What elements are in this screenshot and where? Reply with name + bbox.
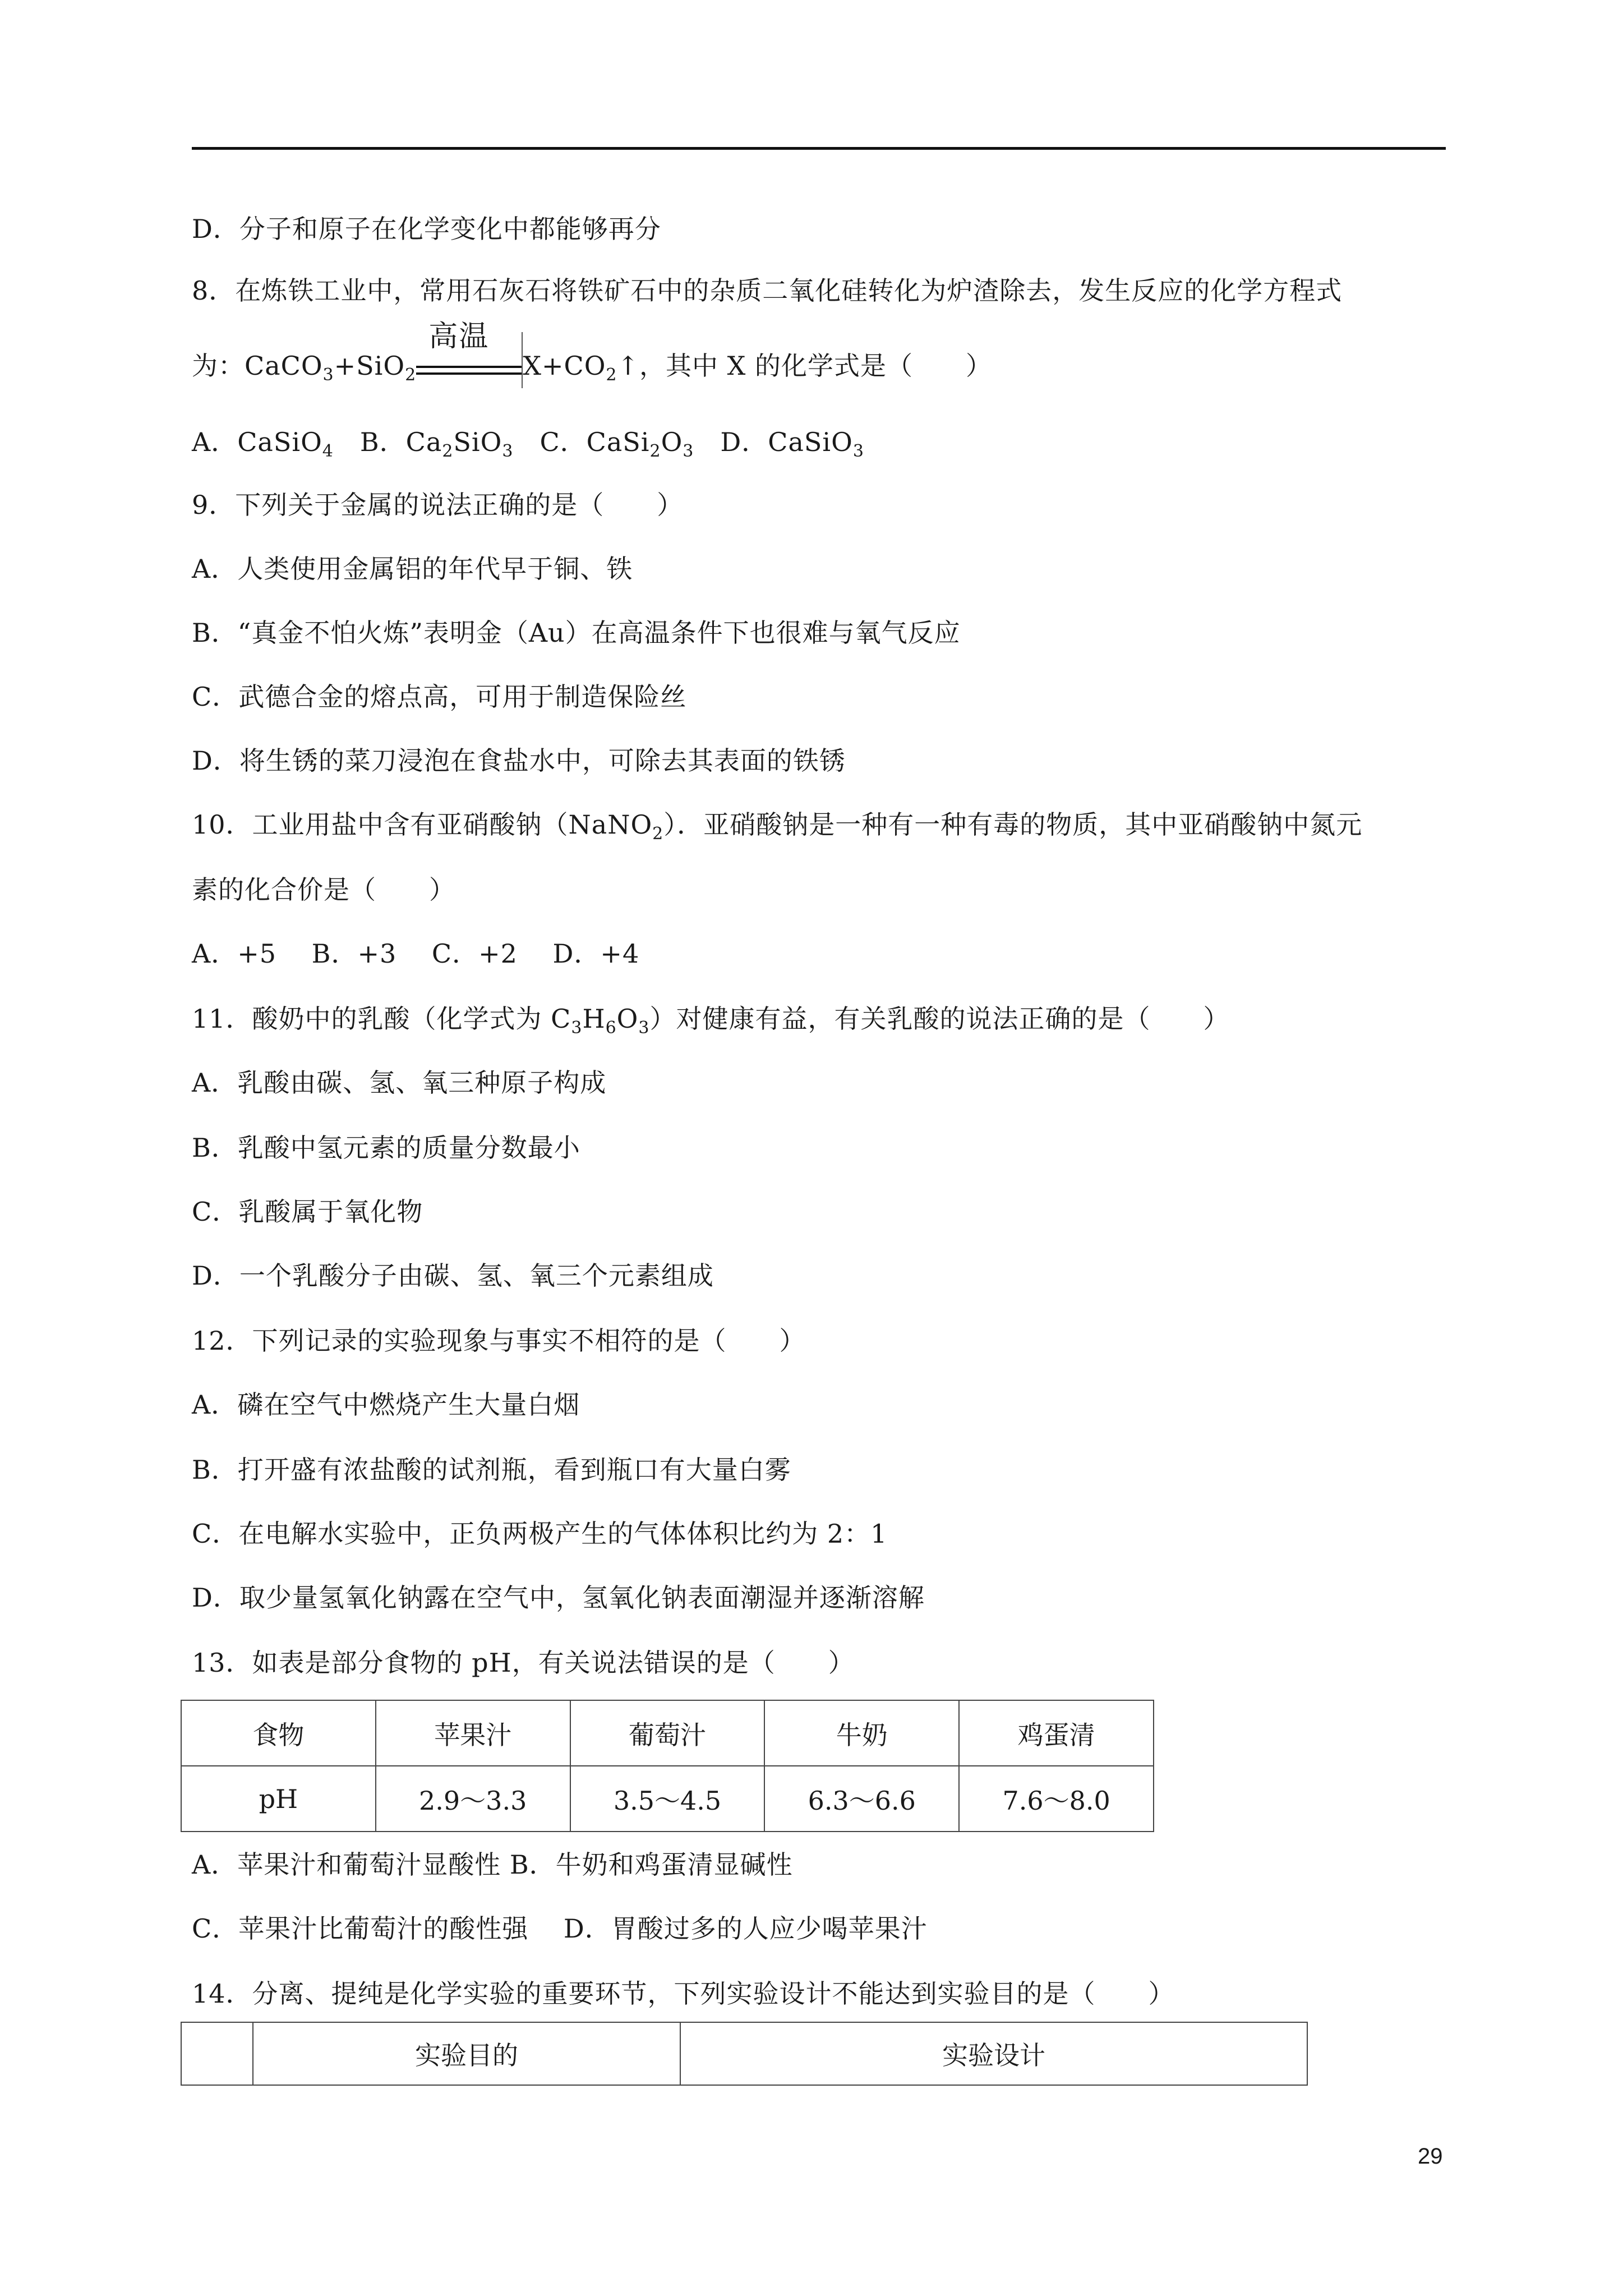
q8-options: A．CaSiO$_4$ B．$Ca_2SiO_3$ C．$CaSi_2O_3$ D．CaSiO$_3$ [192,427,864,461]
header-rule [192,147,1446,150]
table-cell: pH [181,1766,376,1832]
q11-option-d: D．一个乳酸分子由碳、氢、氧三个元素组成 [192,1260,714,1291]
q10-stem: 10．工业用盐中含有亚硝酸钠（NaNO$_2$）．亚硝酸钠是一种有一种有毒的物质，其中亚硝酸钠中氮元 [192,809,1363,844]
table-cell: 牛奶 [764,1700,959,1766]
table-row [181,1700,1154,1766]
table-cell: 实验设计 [680,2022,1307,2085]
q13-stem: 13．如表是部分食物的 pH，有关说法错误的是（ ） [192,1648,855,1678]
q9-option-a: A．人类使用金属铝的年代早于铜、铁 [192,554,633,584]
ph-table [181,1700,1154,1832]
table-cell: 食物 [181,1700,376,1766]
q12-stem: 12．下列记录的实验现象与事实不相符的是（ ） [192,1326,806,1356]
q12-option-c: C．在电解水实验中，正负两极产生的气体体积比约为 2：1 [192,1519,888,1549]
q8-stem: 8．在炼铁工业中，常用石灰石将铁矿石中的杂质二氧化硅转化为炉渣除去，发生反应的化学方程式 [192,275,1343,306]
q12-option-b: B．打开盛有浓盐酸的试剂瓶，看到瓶口有大量白雾 [192,1455,791,1485]
q11-option-c: C．乳酸属于氧化物 [192,1197,423,1227]
q10-stem-cont: 素的化合价是（ ） [192,875,455,905]
table-row [181,2022,1307,2085]
table-cell: 7.6～8.0 [959,1766,1154,1832]
q13-options-cd: C．苹果汁比葡萄汁的酸性强 D．胃酸过多的人应少喝苹果汁 [192,1913,928,1944]
table-row [181,1766,1154,1832]
q14-stem: 14．分离、提纯是化学实验的重要环节，下列实验设计不能达到实验目的是（ ） [192,1978,1175,2009]
q12-option-d: D．取少量氢氧化钠露在空气中，氢氧化钠表面潮湿并逐渐溶解 [192,1582,925,1613]
table-cell: 3.5～4.5 [570,1766,765,1832]
q9-option-d: D．将生锈的菜刀浸泡在食盐水中，可除去其表面的铁锈 [192,746,846,776]
q9-stem: 9．下列关于金属的说法正确的是（ ） [192,490,684,520]
q7-option-d: D．分子和原子在化学变化中都能够再分 [192,214,661,244]
table-cell [181,2022,253,2085]
q9-option-c: C．武德合金的熔点高，可用于制造保险丝 [192,682,687,712]
table-cell: 实验目的 [253,2022,680,2085]
q11-stem: 11．酸奶中的乳酸（化学式为 $C_3H_6O_3$）对健康有益，有关乳酸的说法正确的是（ ） [192,1004,1230,1038]
q11-option-a: A．乳酸由碳、氢、氧三种原子构成 [192,1068,607,1098]
table-cell: 葡萄汁 [570,1700,765,1766]
reaction-condition: 高温 [416,349,523,383]
q11-option-b: B．乳酸中氢元素的质量分数最小 [192,1133,580,1163]
table-cell: 苹果汁 [376,1700,570,1766]
page-number: 29 [1418,2144,1443,2169]
q10-options: A．+5 B．+3 C．+2 D．+4 [192,938,640,969]
q13-options-ab: A．苹果汁和葡萄汁显酸性 B．牛奶和鸡蛋清显碱性 [192,1849,793,1880]
table-cell: 6.3～6.6 [764,1766,959,1832]
q12-option-a: A．磷在空气中燃烧产生大量白烟 [192,1389,580,1420]
q8-equation-line: 为：CaCO$_3$+SiO$_2$ 高温 $X+CO_2↑$，其中 X 的化学式是（ ） [192,349,992,383]
q9-option-b: B．“真金不怕火炼”表明金（Au）在高温条件下也很难与氧气反应 [192,618,961,648]
table-cell: 鸡蛋清 [959,1700,1154,1766]
table-cell: 2.9～3.3 [376,1766,570,1832]
experiment-table [181,2022,1308,2086]
